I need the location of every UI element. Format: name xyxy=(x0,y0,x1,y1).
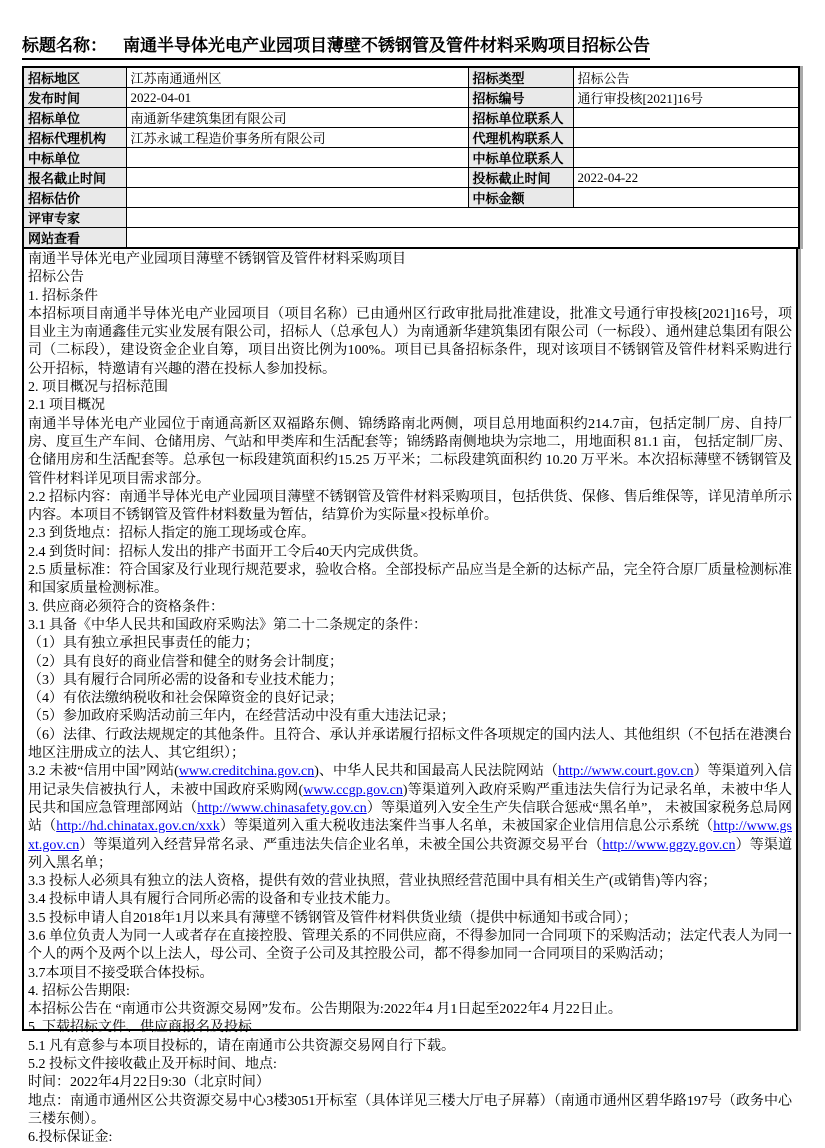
body-paragraph xyxy=(28,873,792,891)
text-run: （1）具有独立承担民事责任的能力； xyxy=(28,636,259,652)
field-label: 投标截止时间 xyxy=(468,168,573,188)
table-row xyxy=(23,188,799,208)
body-paragraph xyxy=(28,544,792,562)
url-link[interactable]: http://www.court.gov.cn xyxy=(558,764,694,780)
text-run: 本招标公告在 “南通市公共资源交易网”发布。公告期限为:2022年4 月1日起至2022年4 月22日止。 xyxy=(28,1002,622,1018)
body-paragraph xyxy=(28,416,792,489)
field-value: 江苏南通通州区 xyxy=(126,67,468,88)
field-value xyxy=(573,128,799,148)
url-link[interactable]: http://www.ggzy.gov.cn xyxy=(602,837,736,853)
body-paragraph xyxy=(28,397,792,415)
field-value xyxy=(573,148,799,168)
body-paragraph xyxy=(28,1093,792,1130)
table-row xyxy=(23,148,799,168)
text-run: 南通半导体光电产业园位于南通高新区双福路东侧、锦绣路南北两侧，项目总用地面积约214.7亩，包括定制厂房、自持厂房、度亘生产车间、仓储用房、气站和甲类库和生活配套等；锦绣路南侧地块为宗地二，用地面积 81.1 亩， 包括定制厂房、 仓储用房和生活配套等。总承包一标段建筑面积约15.25 万平米；二标段建筑面积约 10.20 万平米。本次招标薄壁不锈钢管及管件材料详见项目需求部分。 xyxy=(28,416,792,487)
field-value: 2022-04-22 xyxy=(573,168,799,188)
body-paragraph xyxy=(28,1001,792,1019)
body-paragraph xyxy=(28,654,792,672)
field-label: 招标编号 xyxy=(468,88,573,108)
text-run: 2.4 到货时间：招标人发出的排产书面开工令后40天内完成供货。 xyxy=(28,544,427,560)
text-run: 3.1 具备《中华人民共和国政府采购法》第二十二条规定的条件： xyxy=(28,617,427,633)
text-run: ）等渠道列入重大税收违法案件当事人名单，未被国家企业信用信息公示系统（ xyxy=(219,819,714,835)
body-paragraph xyxy=(28,1019,792,1037)
table-row xyxy=(23,228,799,249)
table-row xyxy=(23,128,799,148)
text-run: ）等渠道列入经营异常名录、严重违法失信企业名单，未被全国公共资源交易平台（ xyxy=(79,837,603,853)
field-label: 报名截止时间 xyxy=(23,168,126,188)
text-run: （2）具有良好的商业信誉和健全的财务会计制度； xyxy=(28,654,343,670)
text-run: 2. 项目概况与招标范围 xyxy=(28,380,168,396)
text-run: 3. 供应商必须符合的资格条件： xyxy=(28,599,224,615)
url-link[interactable]: http://hd.chinatax.gov.cn/xxk xyxy=(56,819,220,835)
text-run: 2.2 招标内容：南通半导体光电产业园项目薄壁不锈钢管及管件材料采购项目，包括供货、保修、售后维保等，详见清单所示内容。本项目不锈钢管及管件材料数量为暂估，结算价为实际量×投标单价。 xyxy=(28,489,792,524)
field-value: 南通新华建筑集团有限公司 xyxy=(126,108,468,128)
title-label: 标题名称： xyxy=(22,36,107,55)
field-label: 招标单位 xyxy=(23,108,126,128)
text-run: （3）具有履行合同所必需的设备和专业技术能力； xyxy=(28,672,343,688)
field-label: 招标地区 xyxy=(23,67,126,88)
body-paragraph xyxy=(28,379,792,397)
field-value xyxy=(573,188,799,208)
field-label: 中标单位 xyxy=(23,148,126,168)
field-value: 通行审投核[2021]16号 xyxy=(573,88,799,108)
text-run: 3.3 投标人必须具有独立的法人资格，提供有效的营业执照，营业执照经营范围中具有相关生产(或销售)等内容； xyxy=(28,874,717,890)
text-run: )等渠道列入政府采购严重违法失信行为记录名单，未被中华人民共和国应急管理部网站（ xyxy=(28,782,792,816)
table-row xyxy=(23,67,799,88)
title-underline xyxy=(22,36,650,60)
body-paragraph xyxy=(28,269,792,287)
text-run: 1. 招标条件 xyxy=(28,288,98,304)
text-run: 时间：2022年4月22日9:30（北京时间） xyxy=(28,1075,270,1091)
field-label: 招标单位联系人 xyxy=(468,108,573,128)
body-paragraph xyxy=(28,525,792,543)
body-paragraph xyxy=(28,727,792,764)
text-run: 5.2 投标文件接收截止及开标时间、地点: xyxy=(28,1057,277,1073)
text-run: ）等渠道列入信用记录失信被执行人，未被中国政府采购网( xyxy=(28,764,792,798)
body-paragraph xyxy=(28,489,792,526)
field-label: 招标代理机构 xyxy=(23,128,126,148)
body-paragraph xyxy=(28,1129,792,1147)
body-paragraph xyxy=(28,599,792,617)
text-run: 4. 招标公告期限: xyxy=(28,983,130,999)
body-paragraph xyxy=(28,965,792,983)
text-run: （5）参加政府采购活动前三年内，在经营活动中没有重大违法记录； xyxy=(28,709,455,725)
announcement-body xyxy=(22,249,798,1146)
body-paragraph xyxy=(28,983,792,1001)
body-paragraph xyxy=(28,928,792,965)
field-label: 招标类型 xyxy=(468,67,573,88)
text-run: )、中华人民共和国最高人民法院网站（ xyxy=(314,764,559,780)
text-run: 3.4 投标申请人具有履行合同所必需的设备和专业技术能力。 xyxy=(28,892,399,908)
body-paragraph xyxy=(28,617,792,635)
url-link[interactable]: www.ccgp.gov.cn xyxy=(303,782,403,798)
title-text: 南通半导体光电产业园项目薄壁不锈钢管及管件材料采购项目招标公告 xyxy=(123,36,650,55)
field-label: 招标估价 xyxy=(23,188,126,208)
field-value: 2022-04-01 xyxy=(126,88,468,108)
text-run: 3.5 投标申请人自2018年1月以来具有薄壁不锈钢管及管件材料供货业绩（提供中标通知书或合同）； xyxy=(28,910,637,926)
text-run: 3.7本项目不接受联合体投标。 xyxy=(28,965,214,981)
text-run: 南通半导体光电产业园项目薄壁不锈钢管及管件材料采购项目 xyxy=(28,252,406,267)
body-paragraph xyxy=(28,690,792,708)
field-value xyxy=(126,148,468,168)
field-value xyxy=(126,188,468,208)
field-value: 招标公告 xyxy=(573,67,799,88)
body-paragraph xyxy=(28,251,792,269)
body-paragraph xyxy=(28,672,792,690)
text-run: 5. 下载招标文件、供应商报名及投标 xyxy=(28,1020,252,1036)
field-label: 评审专家 xyxy=(23,208,126,228)
field-value xyxy=(126,168,468,188)
field-label: 网站查看 xyxy=(23,228,126,249)
text-run: （6）法律、行政法规规定的其他条件。且符合、承认并承诺履行招标文件各项规定的国内法人、其他组织（不包括在港澳台地区注册成立的法人、其它组织）； xyxy=(28,727,792,762)
table-row xyxy=(23,88,799,108)
text-run: 本招标项目南通半导体光电产业园项目（项目名称）已由通州区行政审批局批准建设，批准文号通行审投核[2021]16号，项目业主为南通鑫佳元实业发展有限公司，招标人（总承包人）为南通新华建筑集团有限公司（一标段）、通州建总集团有限公司（二标段），建设资金企业自筹，项目出资比例为100%。项目已具备招标条件，现对该项目不锈钢管及管件材料采购进行公开招标，特邀请有兴趣的潜在投标人参加投标。 xyxy=(28,306,792,377)
body-paragraph xyxy=(28,763,792,873)
text-run: 地点：南通市通州区公共资源交易中心3楼3051开标室（具体详见三楼大厅电子屏幕）（南通市通州区碧华路197号（政务中心三楼东侧）。 xyxy=(28,1093,792,1127)
text-run: ）等渠道列入安全生产失信联合惩戒“黑名单”， 未被国家税务总局网站（ xyxy=(28,800,792,835)
info-table xyxy=(22,66,800,249)
text-run: ）等渠道列入黑名单； xyxy=(28,837,793,871)
text-run: 3.6 单位负责人为同一人或者存在直接控股、管理关系的不同供应商，不得参加同一合同项下的采购活动；法定代表人为同一个人的两个及两个以上法人，母公司、全资子公司及其控股公司，都不得参加同一合同项目的采购活动； xyxy=(28,928,792,963)
body-paragraph xyxy=(28,306,792,379)
text-run: 2.3 到货地点：招标人指定的施工现场或仓库。 xyxy=(28,526,315,542)
text-run: （4）有依法缴纳税收和社会保障资金的良好记录； xyxy=(28,691,343,707)
text-run: 5.1 凡有意参与本项目投标的，请在南通市公共资源交易网自行下载。 xyxy=(28,1038,455,1054)
text-run: 2.5 质量标准：符合国家及行业现行规范要求，验收合格。全部投标产品应当是全新的达标产品，完全符合原厂质量检测标准和国家质量检测标准。 xyxy=(28,563,792,597)
body-paragraph xyxy=(28,910,792,928)
body-paragraph xyxy=(28,708,792,726)
body-paragraph xyxy=(28,1056,792,1074)
body-paragraph xyxy=(28,562,792,599)
page-title xyxy=(22,36,825,60)
table-row xyxy=(23,168,799,188)
body-paragraph xyxy=(28,635,792,653)
text-run: 2.1 项目概况 xyxy=(28,398,105,414)
text-run: 3.2 未被“信用中国”网站( xyxy=(28,764,179,780)
body-paragraph xyxy=(28,891,792,909)
field-label: 中标金额 xyxy=(468,188,573,208)
table-row xyxy=(23,208,799,228)
body-paragraph xyxy=(28,1038,792,1056)
text-run: 招标公告 xyxy=(28,270,84,286)
table-row xyxy=(23,108,799,128)
field-label: 发布时间 xyxy=(23,88,126,108)
info-table-body xyxy=(23,67,799,248)
field-value: 江苏永诚工程造价事务所有限公司 xyxy=(126,128,468,148)
url-link[interactable]: http://www.gsxt.gov.cn xyxy=(28,819,793,853)
url-link[interactable]: www.creditchina.gov.cn xyxy=(178,764,315,780)
field-label: 中标单位联系人 xyxy=(468,148,573,168)
field-value xyxy=(126,228,799,249)
field-value xyxy=(126,208,799,228)
text-run: 6.投标保证金: xyxy=(28,1130,113,1146)
field-value xyxy=(573,108,799,128)
body-paragraph xyxy=(28,288,792,306)
field-label: 代理机构联系人 xyxy=(468,128,573,148)
body-paragraph xyxy=(28,1074,792,1092)
url-link[interactable]: http://www.chinasafety.gov.cn xyxy=(197,800,367,816)
